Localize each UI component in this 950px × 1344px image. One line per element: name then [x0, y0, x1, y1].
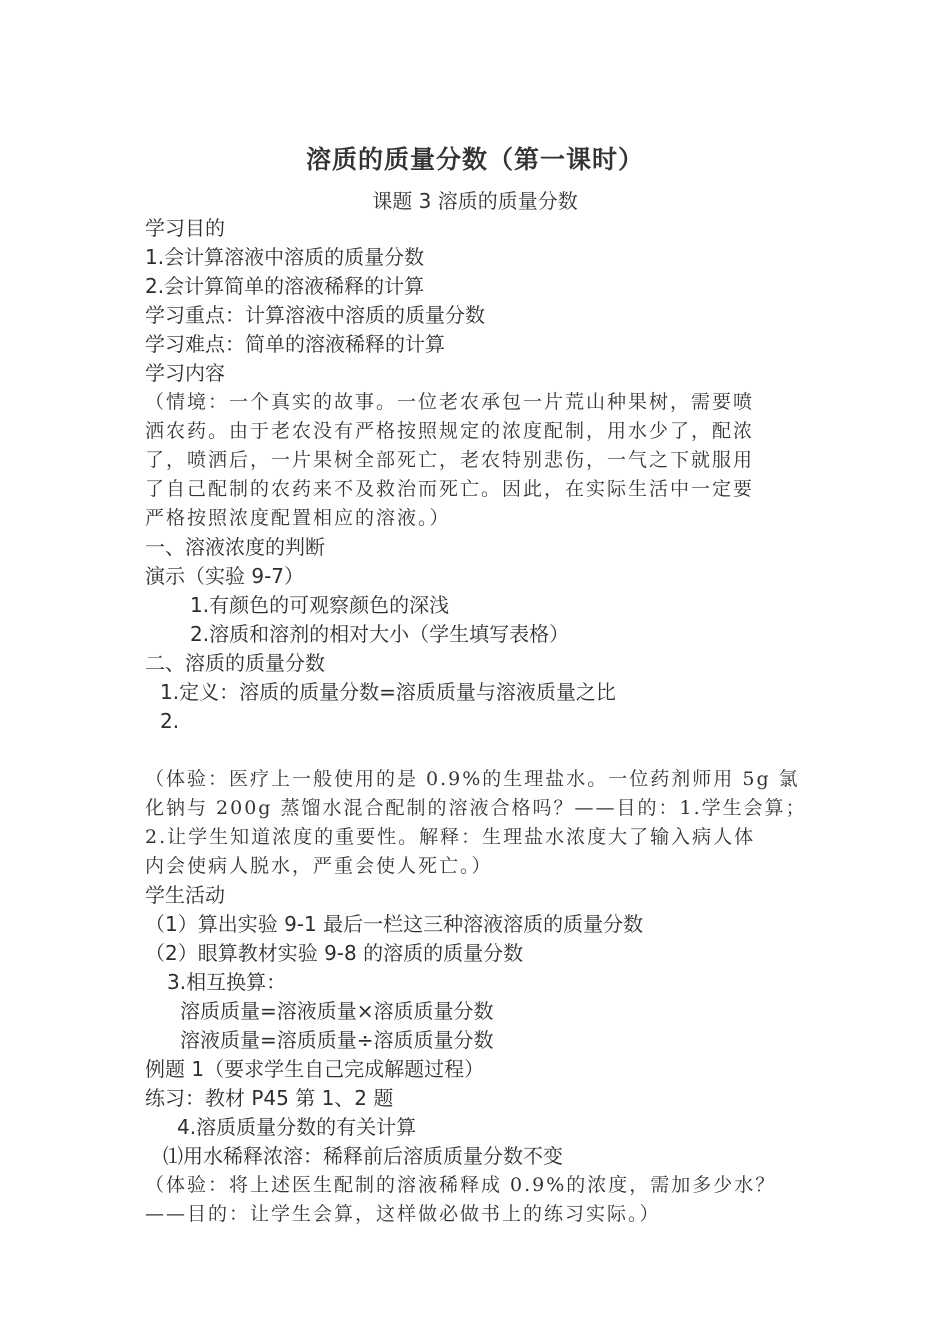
experience-paragraph-line: ——目的：让学生会算，这样做必做书上的练习实际。）: [145, 1203, 661, 1225]
document-title: 溶质的质量分数（第一课时）: [305, 145, 644, 174]
scenario-paragraph-line: 了自己配制的农药来不及救治而死亡。因此，在实际生活中一定要: [145, 478, 755, 500]
exercise-line: 练习：教材 P45 第 1、2 题: [145, 1086, 394, 1110]
scenario-paragraph-line: 洒农药。由于老农没有严格按照规定的浓度配制，用水少了，配浓: [145, 420, 755, 442]
list-item: 2.: [160, 709, 180, 733]
formula-line: 溶液质量=溶质质量÷溶质质量分数: [180, 1028, 494, 1052]
scenario-paragraph-line: （情境：一个真实的故事。一位老农承包一片荒山种果树，需要喷: [145, 391, 755, 413]
section-heading: 学习内容: [145, 361, 225, 385]
example-line: 例题 1（要求学生自己完成解题过程）: [145, 1057, 485, 1081]
list-item: 3.相互换算：: [167, 970, 287, 994]
demo-heading: 演示（实验 9-7）: [145, 564, 305, 588]
section-heading: 学习目的: [145, 216, 225, 240]
activity-item: （2）眼算教材实验 9-8 的溶质的质量分数: [145, 941, 524, 965]
scenario-paragraph-line: 严格按照浓度配置相应的溶液。）: [145, 507, 451, 529]
list-item: ⑴用水稀释浓溶：稀释前后溶质质量分数不变: [163, 1144, 563, 1168]
difficult-point: 学习难点：简单的溶液稀释的计算: [145, 332, 445, 356]
scenario-paragraph-line: 了，喷洒后，一片果树全部死亡，老农特别悲伤，一气之下就服用: [145, 449, 755, 471]
blank-space: [145, 736, 825, 765]
activity-item: （1）算出实验 9-1 最后一栏这三种溶液溶质的质量分数: [145, 912, 644, 936]
list-item: 1.有颜色的可观察颜色的深浅: [190, 593, 450, 617]
experience-paragraph-line: （体验：将上述医生配制的溶液稀释成 0.9%的浓度，需加多少水？: [145, 1174, 777, 1196]
definition-item: 1.定义：溶质的质量分数=溶质质量与溶液质量之比: [160, 680, 616, 704]
experience-paragraph-line: 内会使病人脱水，严重会使人死亡。）: [145, 855, 493, 877]
list-item: 4.溶质质量分数的有关计算: [177, 1115, 417, 1139]
formula-line: 溶质质量=溶液质量×溶质质量分数: [180, 999, 494, 1023]
objective-item: 1.会计算溶液中溶质的质量分数: [145, 245, 425, 269]
key-point: 学习重点：计算溶液中溶质的质量分数: [145, 303, 485, 327]
document-body: [145, 214, 825, 1229]
experience-paragraph-line: 化钠与 200g 蒸馏水混合配制的溶液合格吗？——目的：1.学生会算；: [145, 797, 807, 819]
objective-item: 2.会计算简单的溶液稀释的计算: [145, 274, 425, 298]
section-heading: 一、溶液浓度的判断: [145, 535, 325, 559]
section-heading: 二、溶质的质量分数: [145, 651, 325, 675]
section-heading: 学生活动: [145, 883, 225, 907]
list-item: 2.溶质和溶剂的相对大小（学生填写表格）: [190, 622, 570, 646]
experience-paragraph-line: 2.让学生知道浓度的重要性。解释：生理盐水浓度大了输入病人体: [145, 826, 756, 848]
experience-paragraph-line: （体验：医疗上一般使用的是 0.9%的生理盐水。一位药剂师用 5g 氯: [145, 768, 800, 790]
document-subtitle: 课题 3 溶质的质量分数: [372, 189, 578, 213]
